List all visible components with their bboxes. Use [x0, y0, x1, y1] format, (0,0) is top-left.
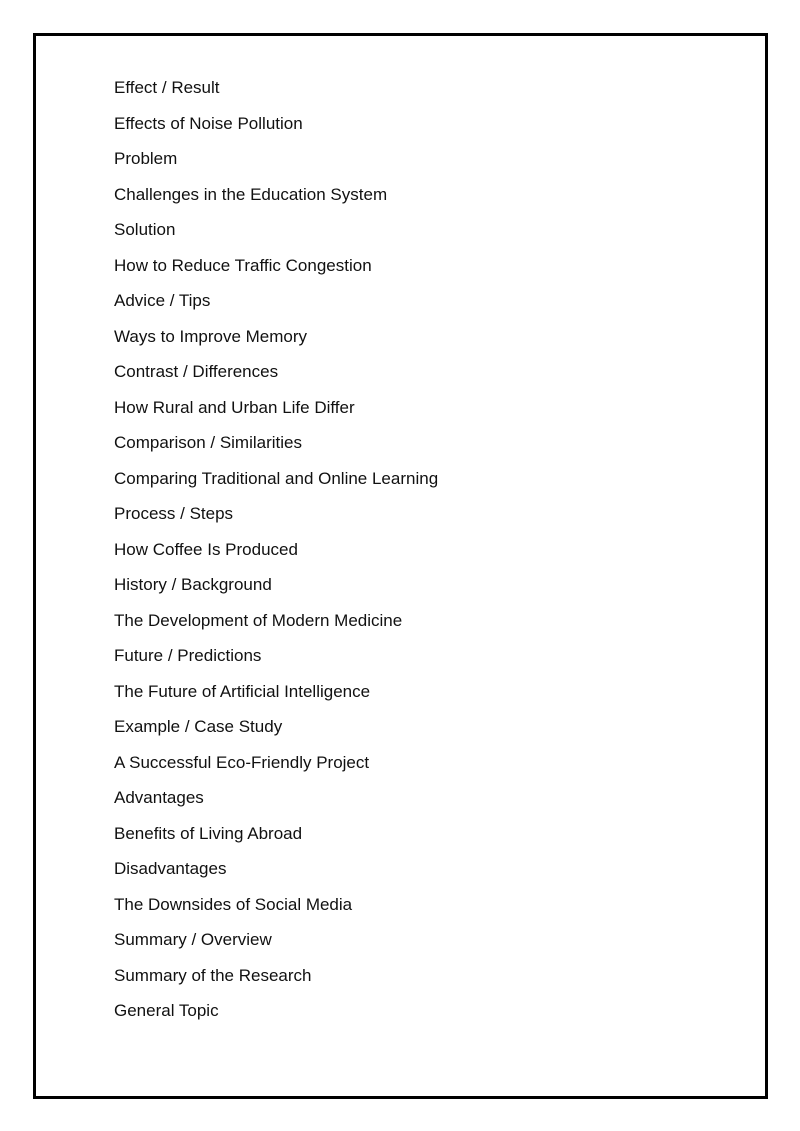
list-item: How Rural and Urban Life Differ — [114, 397, 355, 417]
list-item: Example / Case Study — [114, 717, 283, 736]
list-item: Problem — [114, 149, 178, 168]
topic-list — [114, 76, 438, 1035]
list-item: Effect / Result — [114, 78, 220, 97]
list-item: History / Background — [114, 575, 272, 594]
list-item: Ways to Improve Memory — [114, 326, 308, 346]
list-item: A Successful Eco-Friendly Project — [114, 752, 370, 772]
list-item: Advantages — [114, 788, 204, 807]
list-item: General Topic — [114, 1001, 219, 1020]
list-item: The Downsides of Social Media — [114, 894, 353, 914]
list-item: The Future of Artificial Intelligence — [114, 681, 371, 701]
list-item: Summary / Overview — [114, 930, 272, 949]
list-item: Solution — [114, 220, 176, 239]
list-item: How to Reduce Traffic Congestion — [114, 255, 372, 275]
list-item: Benefits of Living Abroad — [114, 823, 303, 843]
list-item: How Coffee Is Produced — [114, 539, 298, 559]
list-item: Future / Predictions — [114, 646, 262, 665]
list-item: Process / Steps — [114, 504, 234, 523]
list-item: Disadvantages — [114, 859, 227, 878]
list-item: Effects of Noise Pollution — [114, 113, 303, 133]
list-item: Challenges in the Education System — [114, 184, 388, 204]
list-item: Contrast / Differences — [114, 362, 279, 381]
list-item: Summary of the Research — [114, 965, 312, 985]
list-item: The Development of Modern Medicine — [114, 610, 403, 630]
list-item: Comparison / Similarities — [114, 433, 302, 452]
list-item: Comparing Traditional and Online Learning — [114, 468, 439, 488]
list-item: Advice / Tips — [114, 291, 211, 310]
